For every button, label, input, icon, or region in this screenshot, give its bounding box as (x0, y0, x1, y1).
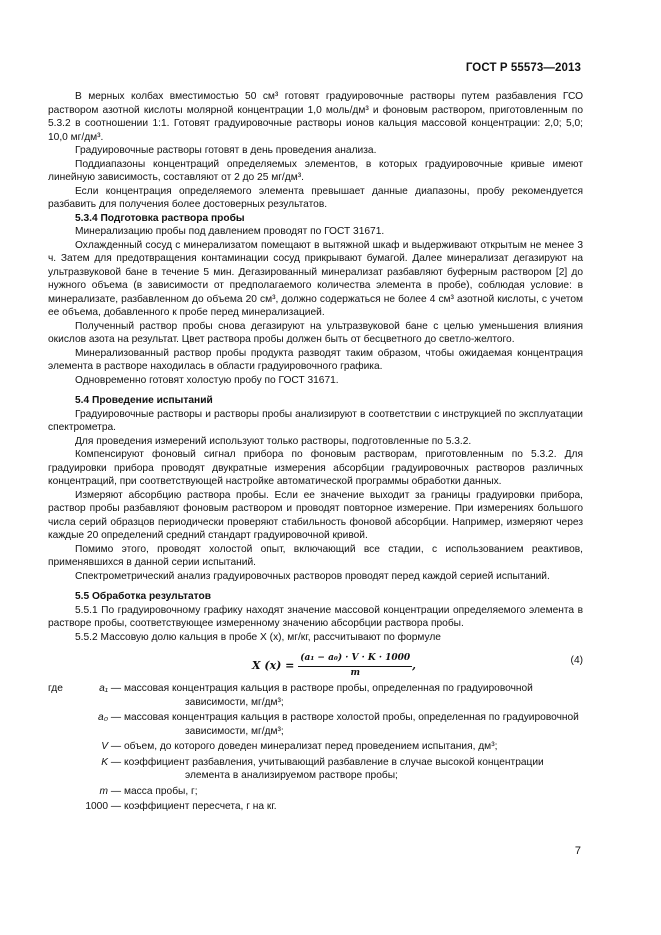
formula-expression (252, 652, 416, 680)
paragraph: Для проведения измерений используют только растворы, подготовленные по 5.3.2. (75, 435, 472, 447)
formula-fraction (298, 652, 412, 680)
definition-text: коэффициент разбавления, учитывающий разбавление в случае высокой концентрации элемента в анализируемом растворе пробы; (124, 756, 544, 781)
definition-text: массовая концентрация кальция в растворе пробы, определенная по градуировочной зависимости, мг/дм³; (124, 683, 533, 708)
definition-symbol: m (99, 785, 108, 797)
definition-dash: — (110, 801, 122, 812)
page-number: 7 (574, 845, 581, 857)
formula-tail: , (412, 659, 417, 672)
paragraph: Измеряют абсорбцию раствора пробы. Если ее значение выходит за границы градуировки прибора, раствор пробы разбавляют фоновым раствором и проводят повторное измерение. При измерениях большого числа серий образцов периодически проверяют стабильность фоновой абсорбции. Например, измеряют через каждые 20 определений средний стандарт градуировочной кривой. (48, 489, 583, 541)
paragraph: Градуировочные растворы готовят в день проведения анализа. (75, 145, 377, 156)
definition-item (48, 682, 583, 709)
definition-dash: — (110, 756, 122, 768)
formula-denominator: m (350, 667, 360, 678)
paragraph: Градуировочные растворы и растворы пробы анализируют в соответствии с инструкцией по эксплуатации спектрометра. (48, 408, 583, 433)
definition-item (48, 800, 583, 814)
formula-number: (4) (570, 655, 583, 666)
paragraph: Одновременно готовят холостую пробу по ГОСТ 31671. (75, 374, 339, 386)
paragraph: Минерализованный раствор пробы продукта разводят таким образом, чтобы ожидаемая концентрация элемента в растворе находилась в области градуировочного графика. (48, 347, 583, 372)
definition-symbol: K (101, 756, 108, 768)
definition-dash: — (110, 683, 122, 694)
definition-symbol: a₀ (98, 712, 108, 723)
definition-symbol: a₁ (99, 683, 108, 694)
formula-4 (48, 648, 583, 678)
definition-text: коэффициент пересчета, г на кг. (124, 801, 277, 812)
paragraph: В мерных колбах вместимостью 50 см³ готовят градуировочные растворы путем разбавления ГСО раствором азотной кислоты молярной концентрации 1,0 моль/дм³ и фоновым раствором, приготовленным по 5.3.2 в соотношении 1:1. Готовят градуировочные растворы ионов кальция массовой концентрации: 2,0; 5,0; 10,0 мг/дм³. (48, 91, 583, 143)
paragraph: Охлажденный сосуд с минерализатом помещают в вытяжной шкаф и выдерживают открытым не менее 3 ч. Затем для предотвращения контаминации сосуд прикрывают бумагой. Далее минерализат дегазируют на ультразвуковой бане в течение 5 мин. Дегазированный минерализат разбавляют буферным раствором [2] до нужного объема (в зависимости от предполагаемого количества элемента в пробе), соблюдая условие: в минерализате, разбавленном до объема 20 см³, должно содержаться не более 4 см³ азотной кислоты, с учетом ее объема, добавленного к пробе перед минерализацией. (48, 239, 583, 318)
definition-dash: — (110, 785, 122, 797)
definition-item (48, 740, 583, 754)
definition-text: массовая концентрация кальция в растворе холостой пробы, определенная по градуировочной зависимости, мг/дм³; (124, 712, 579, 737)
definition-item (48, 785, 583, 799)
definitions-list (48, 682, 583, 814)
document-code: ГОСТ Р 55573—2013 (465, 62, 581, 74)
definition-dash: — (110, 741, 122, 752)
definition-item (48, 711, 583, 738)
definition-text: масса пробы, г; (124, 785, 198, 797)
where-label: где (48, 683, 63, 694)
definition-symbol: V (101, 741, 108, 752)
paragraph: 5.5.1 По градуировочному графику находят значение массовой концентрации определяемого элемента в растворе пробы, соответствующее измеренному значению абсорбции раствора пробы. (48, 604, 583, 629)
paragraph: Помимо этого, проводят холостой опыт, включающий все стадии, с использованием реактивов, применявшихся в данной серии испытаний. (48, 543, 583, 568)
definition-text: объем, до которого доведен минерализат перед проведением испытания, дм³; (124, 741, 498, 752)
formula-numerator: (a₁ − a₀) · V · K · 1000 (298, 652, 412, 667)
paragraph: Полученный раствор пробы снова дегазируют на ультразвуковой бане с целью уменьшения влияния окислов азота на результат. Цвет раствора пробы должен быть от бесцветного до светло-желтого. (48, 320, 583, 345)
formula-lhs: X (x) = (252, 659, 295, 672)
paragraph: 5.5.2 Массовую долю кальция в пробе X (x), мг/кг, рассчитывают по формуле (75, 631, 441, 643)
section-heading-5-3-4: 5.3.4 Подготовка раствора пробы (75, 212, 245, 224)
page-content (48, 90, 583, 816)
definition-symbol: 1000 (85, 801, 108, 812)
paragraph: Если концентрация определяемого элемента превышает данные диапазоны, пробу рекомендуется разбавить для получения более достоверных результатов. (48, 185, 583, 210)
section-heading-5-5: 5.5 Обработка результатов (75, 591, 212, 602)
paragraph: Компенсируют фоновый сигнал прибора по фоновым растворам, приготовленным по 5.3.2. Для градуировки прибора проводят двукратные измерения абсорбции градуировочных растворов различных концентраций, при соответствующей настройке автоматической программы обработки данных. (48, 449, 583, 487)
paragraph: Поддиапазоны концентраций определяемых элементов, в которых градуировочные кривые имеют линейную зависимость, составляют от 2 до 25 мг/дм³. (48, 158, 583, 183)
section-heading-5-4: 5.4 Проведение испытаний (75, 395, 213, 406)
definition-dash: — (110, 712, 122, 723)
paragraph: Спектрометрический анализ градуировочных растворов проводят перед каждой серией испытаний. (75, 570, 550, 582)
paragraph: Минерализацию пробы под давлением проводят по ГОСТ 31671. (75, 226, 385, 237)
definition-item (48, 756, 583, 783)
